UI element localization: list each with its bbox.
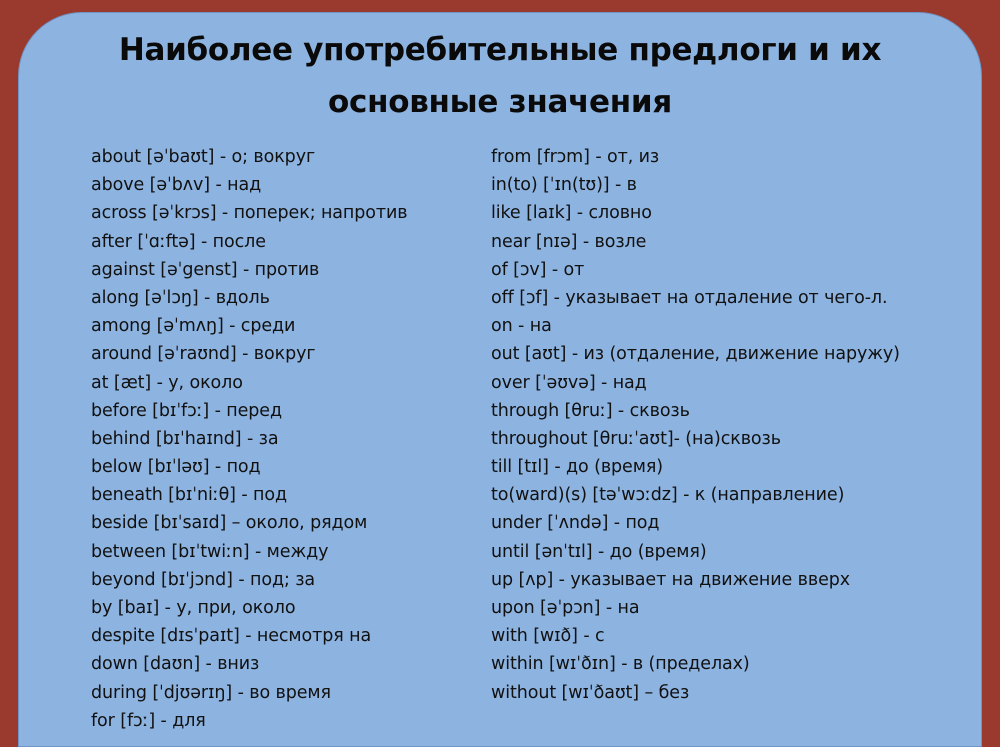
preposition-entry: with [wɪð] - с bbox=[491, 626, 605, 647]
preposition-list-left bbox=[91, 143, 407, 735]
preposition-entry: of [ɔv] - от bbox=[491, 259, 585, 280]
preposition-entry: off [ɔf] - указывает на отдаление от чего-л. bbox=[491, 287, 888, 308]
preposition-entry: despite [dɪsˈpaɪt] - несмотря на bbox=[91, 626, 372, 647]
preposition-entry: after [ˈɑːftə] - после bbox=[91, 231, 266, 252]
preposition-entry: within [wɪˈðɪn] - в (пределах) bbox=[491, 654, 750, 675]
preposition-entry: at [æt] - у, около bbox=[91, 372, 243, 393]
preposition-entry: till [tɪl] - до (время) bbox=[491, 457, 663, 478]
preposition-entry: against [əˈgenst] - против bbox=[91, 259, 320, 280]
preposition-entry: through [θruː] - сквозь bbox=[491, 400, 690, 421]
preposition-list-right bbox=[491, 143, 900, 707]
preposition-entry: around [əˈraʊnd] - вокруг bbox=[91, 344, 316, 365]
preposition-entry: throughout [θruːˈaʊt]- (на)сквозь bbox=[491, 428, 781, 449]
page-title-line-2: основные значения bbox=[328, 84, 672, 120]
preposition-entry: to(ward)(s) [təˈwɔːdz] - к (направление) bbox=[491, 485, 845, 506]
preposition-entry: beyond [bɪˈjɔnd] - под; за bbox=[91, 569, 316, 590]
preposition-entry: by [baɪ] - у, при, около bbox=[91, 598, 296, 618]
page-title-line-1: Наиболее употребительные предлоги и их bbox=[118, 32, 882, 68]
preposition-entry: behind [bɪˈhaɪnd] - за bbox=[91, 428, 279, 449]
preposition-entry: until [ənˈtɪl] - до (время) bbox=[491, 541, 707, 562]
preposition-entry: upon [əˈpɔn] - на bbox=[491, 598, 640, 618]
preposition-entry: near [nɪə] - возле bbox=[491, 231, 647, 252]
preposition-entry: before [bɪˈfɔː] - перед bbox=[91, 400, 282, 421]
preposition-entry: above [əˈbʌv] - над bbox=[91, 175, 262, 196]
preposition-entry: without [wɪˈðaʊt] – без bbox=[491, 682, 690, 703]
preposition-entry: over [ˈəʊvə] - над bbox=[491, 372, 647, 393]
preposition-entry: in(to) [ˈɪn(tʊ)] - в bbox=[491, 175, 637, 196]
preposition-entry: beside [bɪˈsaɪd] – около, рядом bbox=[91, 513, 368, 534]
preposition-entry: from [frɔm] - от, из bbox=[491, 147, 660, 167]
preposition-entry: across [əˈkrɔs] - поперек; напротив bbox=[91, 203, 408, 224]
preposition-entry: between [bɪˈtwiːn] - между bbox=[91, 541, 329, 562]
preposition-entry: down [daʊn] - вниз bbox=[91, 654, 260, 675]
preposition-entry: on - на bbox=[491, 316, 552, 337]
preposition-entry: along [əˈlɔŋ] - вдоль bbox=[91, 287, 270, 308]
preposition-entry: below [bɪˈləʊ] - под bbox=[91, 457, 261, 478]
content-card bbox=[18, 12, 982, 747]
preposition-entry: like [laɪk] - словно bbox=[491, 203, 652, 224]
preposition-entry: under [ˈʌndə] - под bbox=[491, 513, 660, 534]
preposition-entry: among [əˈmʌŋ] - среди bbox=[91, 316, 296, 337]
preposition-entry: beneath [bɪˈniːθ] - под bbox=[91, 485, 287, 506]
preposition-entry: about [əˈbaʊt] - о; вокруг bbox=[91, 147, 316, 167]
preposition-entry: during [ˈdjʊərɪŋ] - во время bbox=[91, 682, 331, 703]
preposition-entry: for [fɔː] - для bbox=[91, 710, 206, 731]
preposition-entry: up [ʌp] - указывает на движение вверх bbox=[491, 569, 851, 590]
preposition-entry: out [aʊt] - из (отдаление, движение наружу) bbox=[491, 344, 900, 365]
